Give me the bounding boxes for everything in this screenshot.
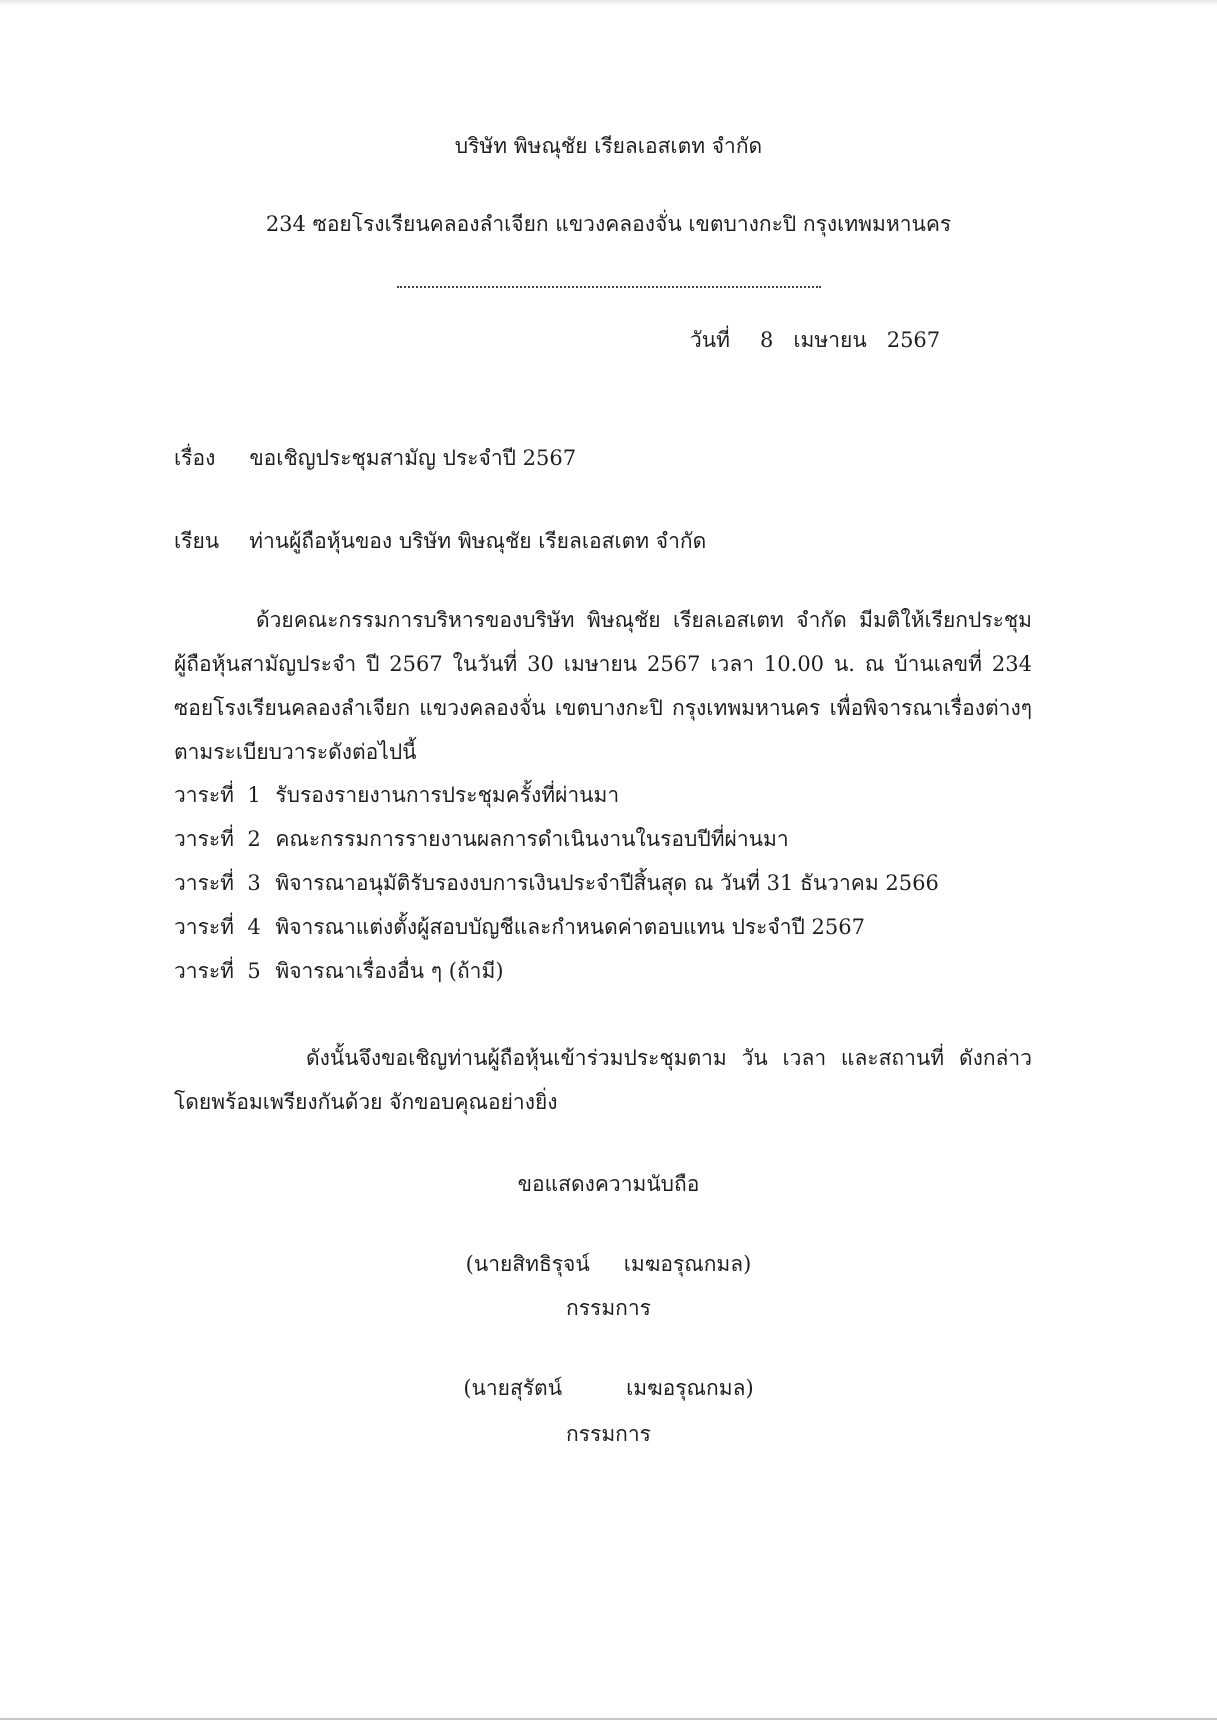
subject-label: เรื่อง <box>174 446 216 470</box>
agenda-item-5 <box>174 956 504 986</box>
signatory-1-title: กรรมการ <box>566 1296 651 1320</box>
agenda-item-2 <box>174 824 789 854</box>
date-month: เมษายน <box>793 328 867 352</box>
subject-line <box>174 443 576 473</box>
recipient-label: เรียน <box>174 529 220 553</box>
body-text-1: ด้วยคณะกรรมการบริหารของบริษัท พิษณุชัย เรียลเอสเตท จำกัด มีมติให้เรียกประชุม <box>256 608 1032 632</box>
agenda-text: พิจารณาเรื่องอื่น ๆ (ถ้ามี) <box>275 959 504 983</box>
agenda-label: วาระที่ <box>174 871 234 895</box>
closing-line-2: โดยพร้อมเพรียงกันด้วย จักขอบคุณอย่างยิ่ง <box>174 1090 558 1114</box>
agenda-text: พิจารณาแต่งตั้งผู้สอบบัญชีและกำหนดค่าตอบแทน ประจำปี 2567 <box>275 915 865 939</box>
closing-line-1 <box>306 1043 1032 1073</box>
agenda-number: 4 <box>247 915 261 939</box>
signatory-1-name <box>0 1249 1217 1279</box>
dotted-divider <box>397 284 821 288</box>
agenda-item-4 <box>174 912 865 942</box>
subject-text: ขอเชิญประชุมสามัญ ประจำปี 2567 <box>249 446 577 470</box>
body-paragraph-line-3 <box>174 693 1032 723</box>
agenda-number: 5 <box>247 959 261 983</box>
body-paragraph-line-4: ตามระเบียบวาระดังต่อไปนี้ <box>174 740 417 764</box>
agenda-text: คณะกรรมการรายงานผลการดำเนินงานในรอบปีที่ผ่านมา <box>275 827 789 851</box>
agenda-label: วาระที่ <box>174 959 234 983</box>
date-label: วันที่ <box>690 328 730 352</box>
signatory-2-title: กรรมการ <box>566 1422 651 1446</box>
date-year: 2567 <box>886 328 941 352</box>
closing-text-1: ดังนั้นจึงขอเชิญท่านผู้ถือหุ้นเข้าร่วมประชุมตาม วัน เวลา และสถานที่ ดังกล่าว <box>306 1046 1032 1070</box>
body-paragraph-line-1 <box>256 605 1032 635</box>
agenda-label: วาระที่ <box>174 827 234 851</box>
signatory-2-first: (นายสุรัตน์ <box>463 1376 563 1400</box>
agenda-item-3 <box>174 868 939 898</box>
signatory-2-last: เมฆอรุณกมล) <box>626 1376 754 1400</box>
agenda-label: วาระที่ <box>174 783 234 807</box>
agenda-number: 2 <box>247 827 261 851</box>
agenda-number: 3 <box>247 871 261 895</box>
scan-edge-bottom <box>0 1718 1217 1720</box>
agenda-label: วาระที่ <box>174 915 234 939</box>
company-address: 234 ซอยโรงเรียนคลองลำเจียก แขวงคลองจั่น เขตบางกะปิ กรุงเทพมหานคร <box>265 212 952 236</box>
agenda-text: พิจารณาอนุมัติรับรองงบการเงินประจำปีสิ้นสุด ณ วันที่ 31 ธันวาคม 2566 <box>275 871 939 895</box>
agenda-text: รับรองรายงานการประชุมครั้งที่ผ่านมา <box>275 783 620 807</box>
signatory-2-name <box>0 1373 1217 1403</box>
signatory-1-last: เมฆอรุณกมล) <box>623 1252 752 1276</box>
company-name: บริษัท พิษณุชัย เรียลเอสเตท จำกัด <box>454 134 763 158</box>
recipient-text: ท่านผู้ถือหุ้นของ บริษัท พิษณุชัย เรียลเอสเตท จำกัด <box>249 529 707 553</box>
agenda-number: 1 <box>247 783 261 807</box>
scan-edge-top <box>0 0 1217 6</box>
body-text-3: ซอยโรงเรียนคลองลำเจียก แขวงคลองจั่น เขตบางกะปิ กรุงเทพมหานคร เพื่อพิจารณาเรื่องต่างๆ <box>174 696 1032 720</box>
letter-date <box>690 325 940 355</box>
agenda-item-1 <box>174 780 619 810</box>
recipient-line <box>174 526 706 556</box>
body-paragraph-line-2 <box>174 649 1032 679</box>
body-text-2: ผู้ถือหุ้นสามัญประจำ ปี 2567 ในวันที่ 30 เมษายน 2567 เวลา 10.00 น. ณ บ้านเลขที่ 234 <box>174 652 1032 676</box>
date-day: 8 <box>760 328 774 352</box>
signatory-1-first: (นายสิทธิรุจน์ <box>465 1252 590 1276</box>
signoff: ขอแสดงความนับถือ <box>517 1172 700 1196</box>
